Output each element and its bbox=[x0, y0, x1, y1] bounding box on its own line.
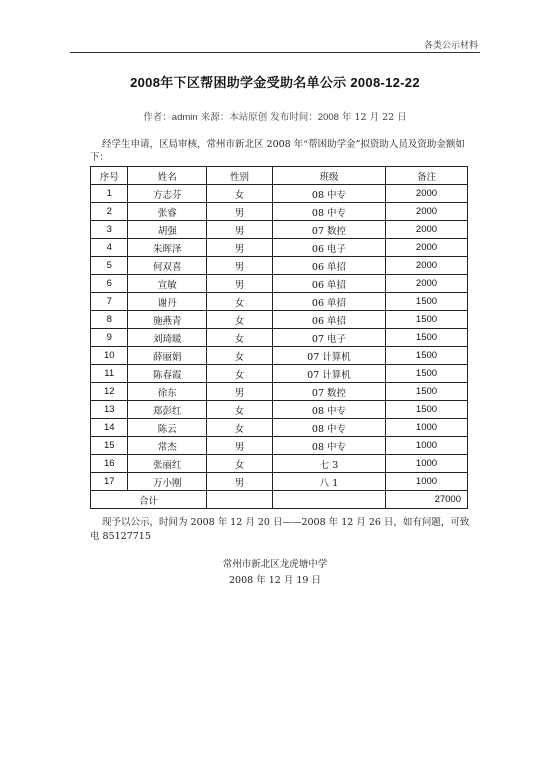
cell-class: 07 计算机 bbox=[272, 365, 385, 383]
cell-remark: 1000 bbox=[385, 437, 467, 455]
cell-remark: 1000 bbox=[385, 455, 467, 473]
page-header bbox=[70, 38, 480, 53]
notice-paragraph: 现予以公示，时间为 2008 年 12 月 20 日——2008 年 12 月 26 日，如有问题，可致电 85127715 bbox=[90, 517, 470, 542]
cell-no: 6 bbox=[91, 275, 128, 293]
table-row bbox=[91, 239, 468, 257]
document-title: 2008年下区帮困助学金受助名单公示 2008-12-22 bbox=[130, 75, 420, 90]
table-row bbox=[91, 437, 468, 455]
source-value: 本站原创 bbox=[229, 112, 268, 123]
cell-sex: 男 bbox=[207, 221, 273, 239]
author-label: 作者： bbox=[143, 112, 172, 123]
table-row bbox=[91, 383, 468, 401]
cell-remark: 1500 bbox=[385, 347, 467, 365]
meta-line bbox=[0, 109, 550, 123]
header-name: 姓名 bbox=[128, 167, 207, 185]
cell-no: 9 bbox=[91, 329, 128, 347]
cell-name: 施燕青 bbox=[128, 311, 207, 329]
cell-class: 08 中专 bbox=[272, 185, 385, 203]
cell-remark: 2000 bbox=[385, 275, 467, 293]
cell-remark: 2000 bbox=[385, 239, 467, 257]
cell-remark: 2000 bbox=[385, 257, 467, 275]
cell-name: 陈云 bbox=[128, 419, 207, 437]
total-row bbox=[91, 491, 468, 509]
cell-class: 07 计算机 bbox=[272, 347, 385, 365]
signature-date: 2008 年 12 月 19 日 bbox=[229, 575, 321, 586]
cell-class: 八 1 bbox=[272, 473, 385, 491]
cell-class: 06 电子 bbox=[272, 239, 385, 257]
cell-class: 七 3 bbox=[272, 455, 385, 473]
cell-no: 8 bbox=[91, 311, 128, 329]
cell-class: 06 单招 bbox=[272, 275, 385, 293]
table-body bbox=[91, 185, 468, 491]
cell-name: 万小刚 bbox=[128, 473, 207, 491]
cell-name: 薛丽娟 bbox=[128, 347, 207, 365]
cell-name: 谢丹 bbox=[128, 293, 207, 311]
table-header-row bbox=[91, 167, 468, 185]
table-row bbox=[91, 401, 468, 419]
cell-class: 07 数控 bbox=[272, 383, 385, 401]
cell-name: 宣敏 bbox=[128, 275, 207, 293]
table-row bbox=[91, 311, 468, 329]
cell-no: 16 bbox=[91, 455, 128, 473]
cell-sex: 女 bbox=[207, 365, 273, 383]
table-row bbox=[91, 329, 468, 347]
cell-remark: 1500 bbox=[385, 401, 467, 419]
cell-remark: 1500 bbox=[385, 365, 467, 383]
author-value: admin bbox=[171, 112, 198, 123]
cell-class: 08 中专 bbox=[272, 203, 385, 221]
signature-org: 常州市新北区龙虎塘中学 bbox=[222, 559, 328, 570]
header-class: 班级 bbox=[272, 167, 385, 185]
cell-name: 张丽红 bbox=[128, 455, 207, 473]
cell-remark: 1000 bbox=[385, 473, 467, 491]
cell-name: 常杰 bbox=[128, 437, 207, 455]
total-amount: 27000 bbox=[385, 491, 467, 509]
category-label: 各类公示材料 bbox=[423, 41, 478, 51]
cell-class: 06 单招 bbox=[272, 311, 385, 329]
cell-sex: 男 bbox=[207, 203, 273, 221]
cell-sex: 女 bbox=[207, 329, 273, 347]
cell-sex: 女 bbox=[207, 311, 273, 329]
cell-remark: 1000 bbox=[385, 419, 467, 437]
cell-no: 1 bbox=[91, 185, 128, 203]
header-sex: 性别 bbox=[207, 167, 273, 185]
cell-sex: 女 bbox=[207, 347, 273, 365]
cell-sex: 女 bbox=[207, 401, 273, 419]
published-year: 2008 bbox=[317, 112, 339, 123]
cell-sex: 男 bbox=[207, 383, 273, 401]
cell-sex: 男 bbox=[207, 473, 273, 491]
cell-no: 2 bbox=[91, 203, 128, 221]
header-no: 序号 bbox=[91, 167, 128, 185]
table-row bbox=[91, 203, 468, 221]
source-label: 来源： bbox=[200, 112, 230, 123]
published-date-rest: 年 12 月 22 日 bbox=[341, 112, 407, 123]
cell-class: 06 单招 bbox=[272, 257, 385, 275]
cell-no: 13 bbox=[91, 401, 128, 419]
cell-sex: 女 bbox=[207, 185, 273, 203]
cell-no: 4 bbox=[91, 239, 128, 257]
cell-sex: 男 bbox=[207, 257, 273, 275]
header-remark: 备注 bbox=[385, 167, 467, 185]
cell-name: 刘琦暖 bbox=[128, 329, 207, 347]
cell-class: 08 中专 bbox=[272, 401, 385, 419]
cell-sex: 男 bbox=[207, 275, 273, 293]
cell-sex: 女 bbox=[207, 419, 273, 437]
table-row bbox=[91, 419, 468, 437]
cell-name: 胡强 bbox=[128, 221, 207, 239]
cell-class: 08 中专 bbox=[272, 419, 385, 437]
cell-remark: 2000 bbox=[385, 221, 467, 239]
intro-paragraph: 经学生申请，区局审核，常州市新北区 2008 年“帮困助学金”拟资助人员及资助金额如下： bbox=[90, 139, 465, 163]
cell-sex: 男 bbox=[207, 239, 273, 257]
cell-sex: 女 bbox=[207, 455, 273, 473]
cell-name: 张睿 bbox=[128, 203, 207, 221]
table-row bbox=[91, 293, 468, 311]
cell-name: 郑彭红 bbox=[128, 401, 207, 419]
cell-sex: 女 bbox=[207, 293, 273, 311]
cell-remark: 2000 bbox=[385, 185, 467, 203]
table-row bbox=[91, 365, 468, 383]
table-row bbox=[91, 455, 468, 473]
total-empty-cell bbox=[207, 491, 273, 509]
cell-class: 07 电子 bbox=[272, 329, 385, 347]
cell-no: 17 bbox=[91, 473, 128, 491]
cell-name: 陈春霞 bbox=[128, 365, 207, 383]
cell-name: 徐东 bbox=[128, 383, 207, 401]
cell-no: 15 bbox=[91, 437, 128, 455]
cell-remark: 1500 bbox=[385, 383, 467, 401]
table-row bbox=[91, 473, 468, 491]
cell-sex: 男 bbox=[207, 437, 273, 455]
cell-no: 3 bbox=[91, 221, 128, 239]
cell-no: 7 bbox=[91, 293, 128, 311]
cell-name: 方志芬 bbox=[128, 185, 207, 203]
cell-no: 11 bbox=[91, 365, 128, 383]
table-row bbox=[91, 347, 468, 365]
cell-remark: 1500 bbox=[385, 293, 467, 311]
cell-class: 06 单招 bbox=[272, 293, 385, 311]
cell-remark: 1500 bbox=[385, 311, 467, 329]
cell-name: 何双喜 bbox=[128, 257, 207, 275]
cell-no: 10 bbox=[91, 347, 128, 365]
table-row bbox=[91, 185, 468, 203]
cell-class: 07 数控 bbox=[272, 221, 385, 239]
cell-remark: 1500 bbox=[385, 329, 467, 347]
total-empty-cell bbox=[272, 491, 385, 509]
cell-name: 朱晖泽 bbox=[128, 239, 207, 257]
table-row bbox=[91, 221, 468, 239]
subsidy-table bbox=[90, 166, 468, 509]
total-label: 合计 bbox=[91, 491, 207, 509]
cell-no: 14 bbox=[91, 419, 128, 437]
table-row bbox=[91, 257, 468, 275]
published-label: 发布时间： bbox=[270, 112, 318, 123]
cell-no: 12 bbox=[91, 383, 128, 401]
cell-class: 08 中专 bbox=[272, 437, 385, 455]
table-row bbox=[91, 275, 468, 293]
cell-remark: 2000 bbox=[385, 203, 467, 221]
cell-no: 5 bbox=[91, 257, 128, 275]
